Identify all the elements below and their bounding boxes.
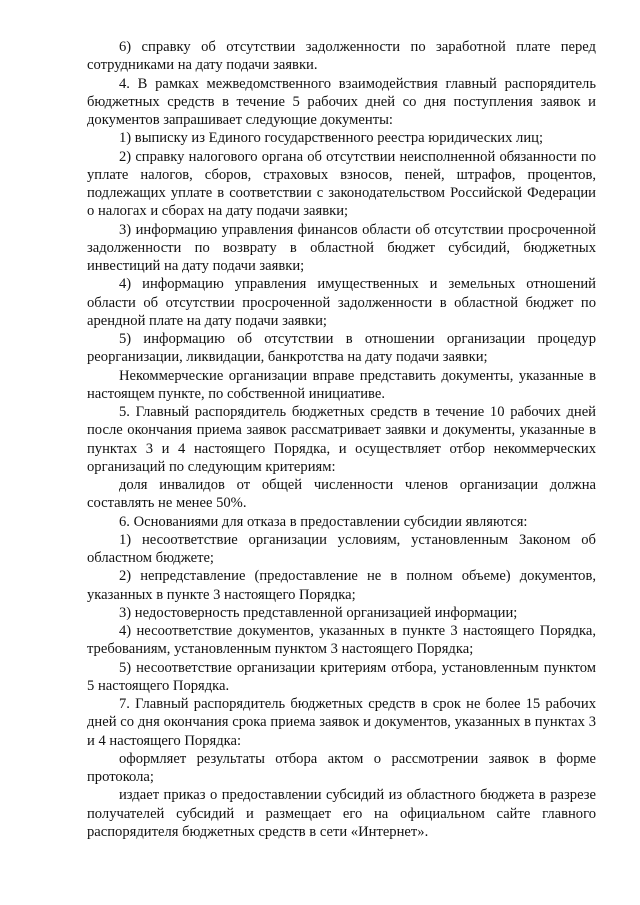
paragraph-item-2-tax-certificate: 2) справку налогового органа об отсутствии неисполненной обязанности по уплате налогов, сборов, страховых взносов, пеней, штрафов, процентов, подлежащих уплате в соответствии с законодательством Российской Федерации о налогах и сборах на дату подачи заявки; [87, 148, 596, 220]
paragraph-item-5-reorganization-info: 5) информацию об отсутствии в отношении организации процедур реорганизации, ликвидации, банкротства на дату подачи заявки; [87, 331, 596, 366]
paragraph-refusal-3: 3) недостоверность представленной организацией информации; [119, 604, 518, 621]
paragraph-clause-5: 5. Главный распорядитель бюджетных средств в течение 10 рабочих дней после окончания приема заявок рассматривает заявки и документы, указанные в пунктах 3 и 4 настоящего Порядка, и осуществляет отбор некоммерческих организаций по следующим критериям: [87, 404, 596, 475]
paragraph-refusal-1: 1) несоответствие организации условиям, установленным Законом об областном бюджете; [87, 531, 596, 566]
paragraph-order: издает приказ о предоставлении субсидий из областного бюджета в разрезе получателей субсидий и размещает его на официальном сайте главного распорядителя бюджетных средств в сети «Интернет». [87, 787, 596, 840]
paragraph-clause-6: 6. Основаниями для отказа в предоставлении субсидии являются: [119, 513, 528, 530]
paragraph-item-1-registry-extract: 1) выписку из Единого государственного реестра юридических лиц; [119, 130, 544, 147]
paragraph-own-initiative: Некоммерческие организации вправе представить документы, указанные в настоящем пункте, по собственной инициативе. [87, 367, 596, 402]
paragraph-refusal-2: 2) непредставление (предоставление не в полном объеме) документов, указанных в пункте 3 настоящего Порядка; [87, 568, 596, 603]
paragraph-refusal-4: 4) несоответствие документов, указанных в пункте 3 настоящего Порядка, требованиям, установленным пунктом 3 настоящего Порядка; [87, 623, 596, 658]
paragraph-clause-4: 4. В рамках межведомственного взаимодействия главный распорядитель бюджетных средств в течение 5 рабочих дней со дня поступления заявок и документов запрашивает следующие документы: [87, 75, 596, 128]
paragraph-protocol: оформляет результаты отбора актом о рассмотрении заявок в форме протокола; [87, 750, 596, 785]
paragraph-refusal-5: 5) несоответствие организации критериям отбора, установленным пунктом 5 настоящего Порядка. [87, 659, 596, 694]
paragraph-item-6-salary-debt: 6) справку об отсутствии задолженности по заработной плате перед сотрудниками на дату подачи заявки. [87, 39, 596, 74]
paragraph-item-4-property-info: 4) информацию управления имущественных и земельных отношений области об отсутствии просроченной задолженности в областной бюджет по арендной плате на дату подачи заявки; [87, 276, 596, 329]
document-page [87, 38, 596, 841]
paragraph-item-3-finance-info: 3) информацию управления финансов области об отсутствии просроченной задолженности по возврату в областной бюджет субсидий, бюджетных инвестиций на дату подачи заявки; [87, 221, 596, 274]
paragraph-criterion: доля инвалидов от общей численности членов организации должна составлять не менее 50%. [87, 477, 596, 512]
paragraph-clause-7: 7. Главный распорядитель бюджетных средств в срок не более 15 рабочих дней со дня окончания срока приема заявок и документов, указанных в пунктах 3 и 4 настоящего Порядка: [87, 696, 596, 749]
